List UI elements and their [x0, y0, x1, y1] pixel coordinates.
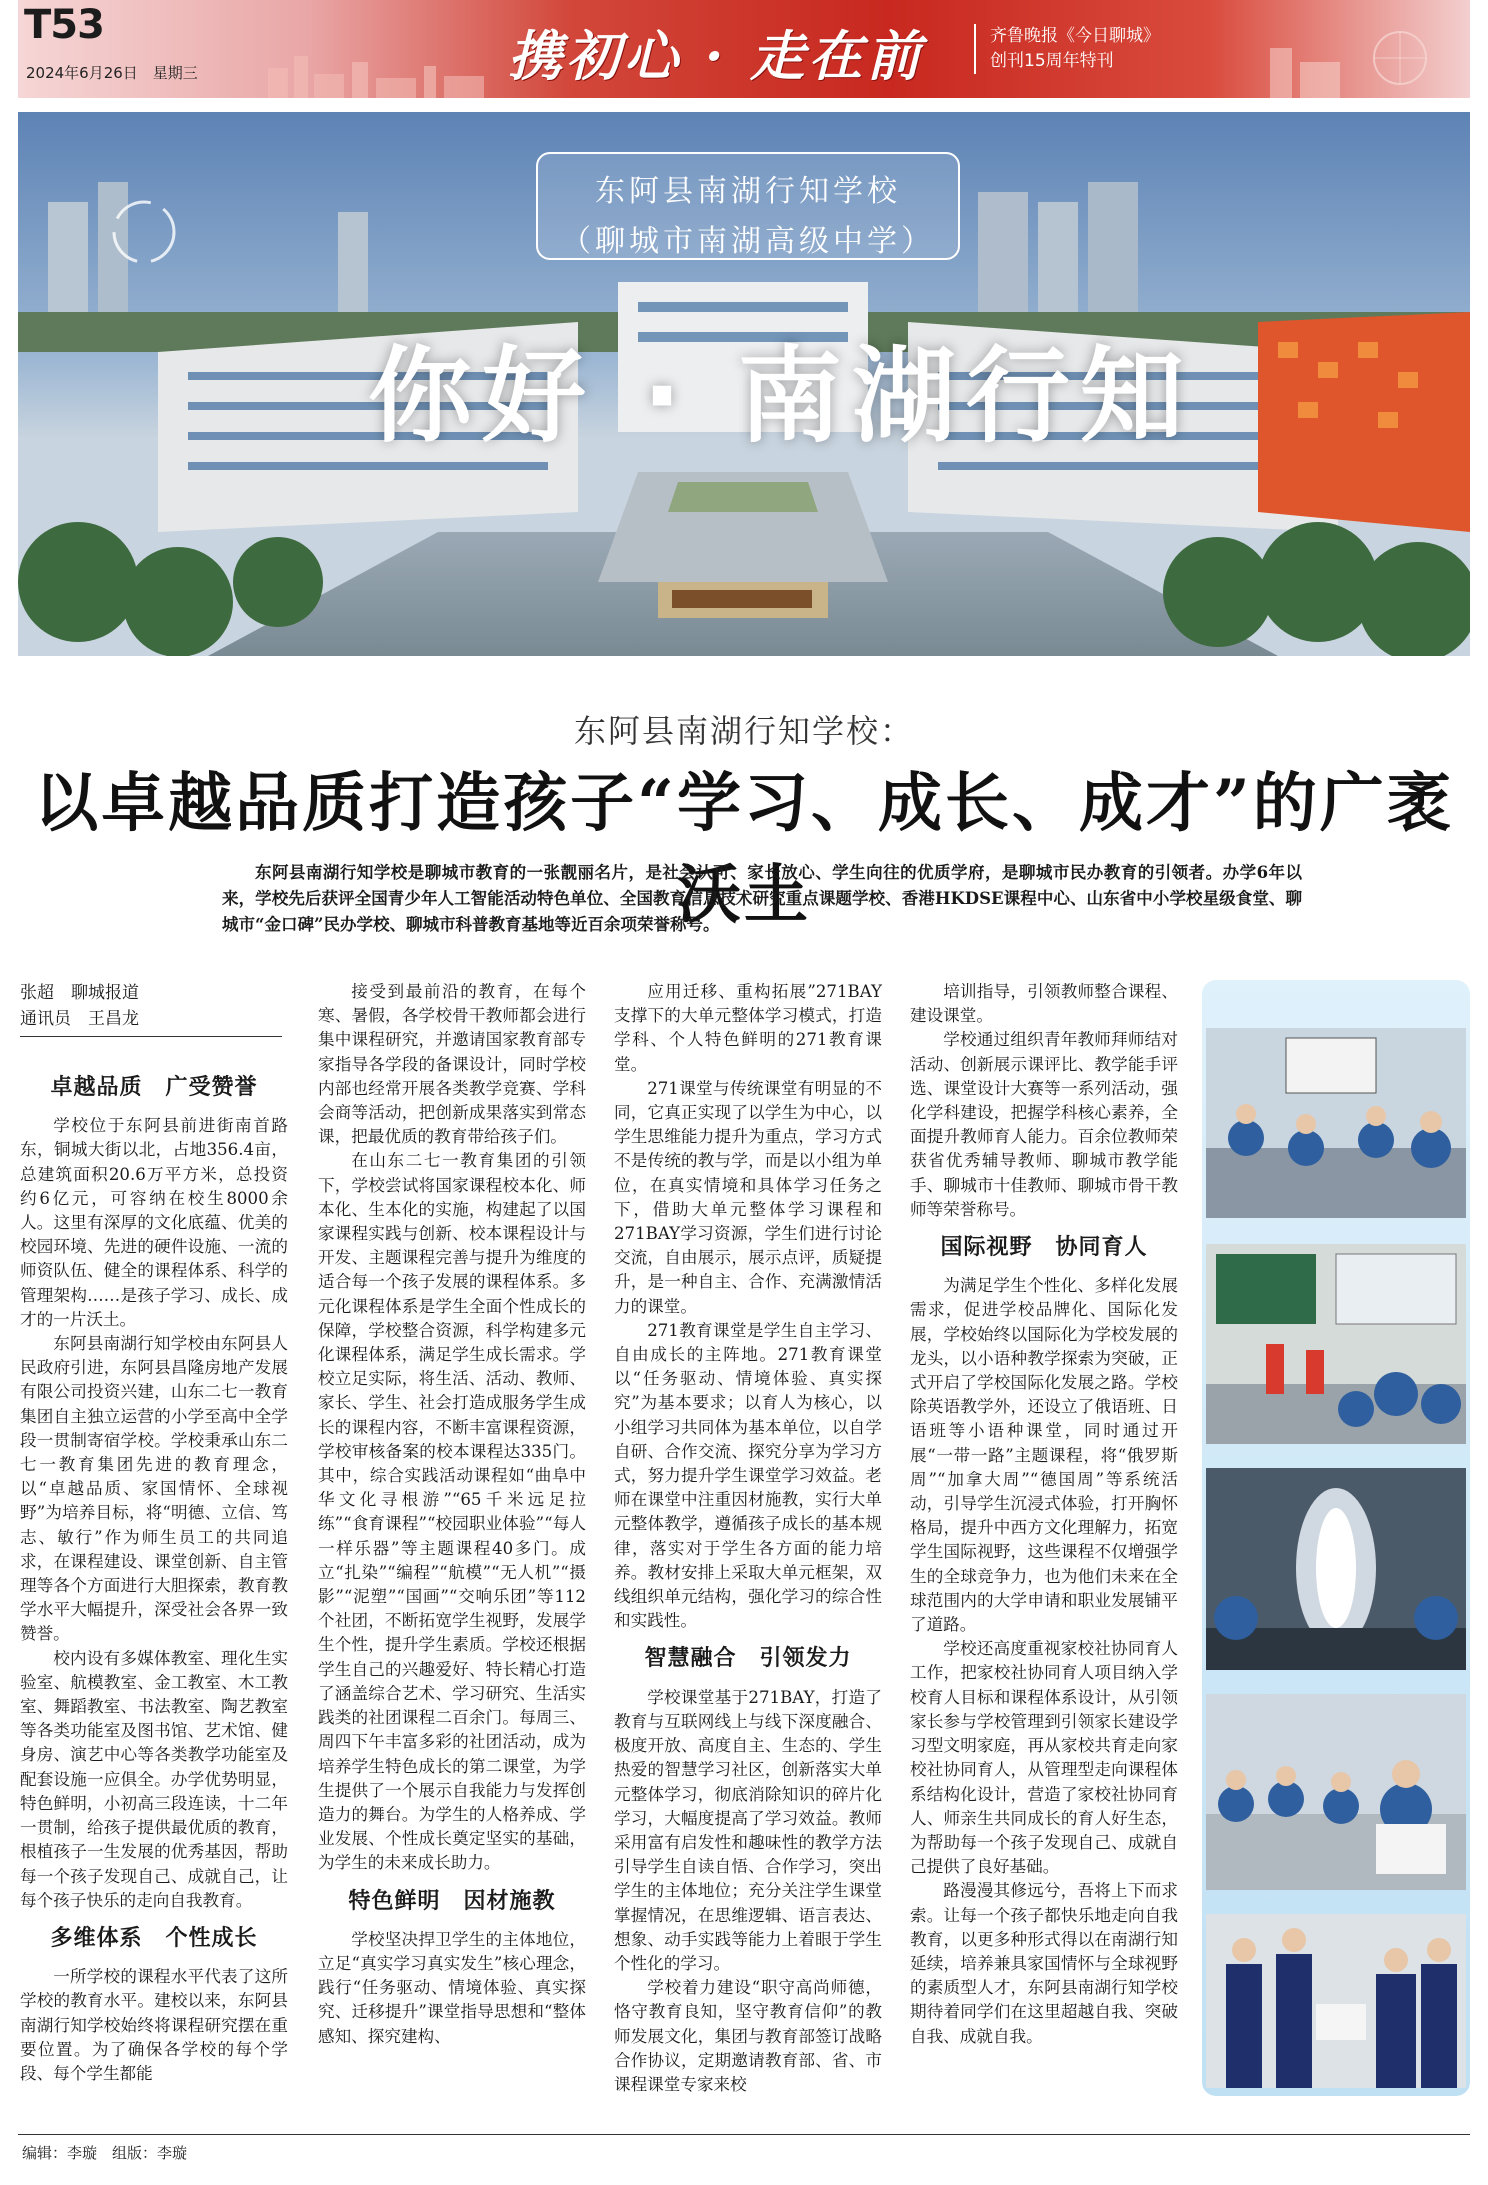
- paragraph: 东阿县南湖行知学校由东阿县人民政府引进，东阿县昌隆房地产发展有限公司投资兴建，山东二七一教育集团自主独立运营的小学至高中全学段一贯制寄宿学校。学校秉承山东二七一教育集团先进的教育理念，以“卓越品质、家国情怀、全球视野”为培养目标，将“明德、立信、笃志、敏行”作为师生员工的共同追求，在课程建设、课堂创新、自主管理等各个方面进行大胆探索，教育教学水平大幅提升，深受社会各界一致赞誉。: [20, 1334, 288, 1644]
- article-column-2: [318, 980, 586, 2049]
- section-heading: 国际视野 协同育人: [940, 1235, 1148, 1261]
- banner-slogan: 携初心 · 走在前: [508, 24, 925, 88]
- campus-aerial-photo: [18, 112, 1470, 656]
- school-name: 东阿县南湖行知学校: [595, 174, 901, 209]
- publication-edition: 创刊15周年特刊: [990, 51, 1114, 71]
- paragraph: 学校还高度重视家校社协同育人工作，把家校社协同育人项目纳入学校育人目标和课程体系设计，从引领家长参与学校管理到引领家长建设学习型文明家庭，再从家校共育走向家校社协同育人，从管理型走向课程体系结构化设计，营造了家校社协同育人、师亲生共同成长的育人好生态，为帮助每一个孩子发现自己、成就自己提供了良好基础。: [910, 1639, 1178, 1877]
- section-heading: 多维体系 个性成长: [50, 1925, 258, 1951]
- classroom-photo: [1206, 1028, 1466, 1218]
- footer-rule: [18, 2134, 1470, 2135]
- page-number: T53: [24, 2, 104, 48]
- paragraph: 培训指导，引领教师整合课程、建设课堂。: [910, 982, 1178, 1026]
- publication-name: 齐鲁晚报《今日聊城》: [990, 26, 1160, 46]
- paragraph: 为满足学生个性化、多样化发展需求，促进学校品牌化、国际化发展，学校始终以国际化为学校发展的龙头，以小语种教学探索为突破，正式开启了学校国际化发展之路。学校除英语教学外，还设立了俄语班、日语班等小语种课堂，同时通过开展“一带一路”主题课程，将“俄罗斯周”“加拿大周”“德国周”等系统活动，引导学生沉浸式体验，打开胸怀格局，提升中西方文化理解力，拓宽学生国际视野，这些课程不仅增强学生的全球竞争力，也为他们未来在全球范围内的大学申请和职业发展铺平了道路。: [910, 1276, 1178, 1635]
- paragraph: 一所学校的课程水平代表了这所学校的教育水平。建校以来，东阿县南湖行知学校始终将课程研究摆在重要位置。为了确保各学校的每个学段、每个学生都能: [20, 1967, 288, 2083]
- students-activity-photo: [1206, 1244, 1466, 1444]
- article-column-3: [614, 980, 882, 2097]
- paragraph: 学校课堂基于271BAY，打造了教育与互联网线上与线下深度融合、极度开放、高度自主、生态的、学生热爱的智慧学习社区，创新落实大单元整体学习，彻底消除知识的碎片化学习，大幅度提高了学习效益。教师采用富有启发性和趣味性的教学方法引导学生自读自悟、合作学习，突出学生的主体地位；充分关注学生课堂掌握情况，在思维逻辑、语言表达、想象、动手实践等能力上着眼于学生个性化的学习。: [614, 1687, 882, 1973]
- paragraph: 接受到最前沿的教育，在每个寒、暑假，各学校骨干教师都会进行集中课程研究，并邀请国家教育部专家指导各学段的备课设计，同时学校内部也经常开展各类教学竞赛、学科会商等活动，把创新成果落实到常态课，把最优质的教育带给孩子们。: [318, 982, 586, 1147]
- paragraph: 应用迁移、重构拓展”271BAY支撑下的大单元整体学习模式，打造学科、个人特色鲜明的271教育课堂。: [614, 982, 882, 1074]
- section-heading: 智慧融合 引领发力: [644, 1646, 852, 1672]
- article-headline: 以卓越品质打造孩子“学习、成长、成才”的广袤沃土: [34, 766, 1454, 933]
- article-subhead: 东阿县南湖行知学校：: [573, 712, 914, 750]
- ferris-wheel-decoration: [1250, 28, 1450, 98]
- paragraph: 路漫漫其修远兮，吾将上下而求索。让每一个孩子都快乐地走向自我教育，以更多种形式得以在南湖行知延续，培养兼具家国情怀与全球视野的素质型人才，东阿县南湖行知学校期待着同学们在这里超越自我、突破自我、成就自我。: [910, 1881, 1178, 2046]
- byline: [20, 980, 282, 1037]
- paragraph: 在山东二七一教育集团的引领下，学校尝试将国家课程校本化、师本化、生本化的实施，构建起了以国家课程实践与创新、校本课程设计与开发、主题课程完善与提升为维度的适合每一个孩子发展的课程体系。多元化课程体系是学生全面个性成长的保障，学校整合资源，科学构建多元化课程体系，满足学生成长需求。学校立足实际，将生活、活动、教师、家长、学生、社会打造成服务学生成长的课程内容，不断丰富课程资源，学校审核备案的校本课程达335门。其中，综合实践活动课程如“曲阜中华文化寻根游”“65千米远足拉练”“食育课程”“校园职业体验”“每人一样乐器”等主题课程40多门。成立“扎染”“编程”“航模”“无人机”“摄影”“泥塑”“国画”“交响乐团”等112个社团，不断拓宽学生视野，发展学生个性，提升学生素质。学校还根据学生自己的兴趣爱好、特长精心打造了涵盖综合艺术、学习研究、生活实践类的社团课程二百余门。每周三、周四下午丰富多彩的社团活动，成为培养学生特色成长的第二课堂，为学生提供了一个展示自我能力与发挥创造力的舞台。为学生的人格养成、学业发展、个性成长奠定坚实的基础，为学生的未来成长助力。: [318, 1151, 586, 1873]
- greeting-title: 你好 · 南湖行知: [368, 335, 1194, 457]
- publication-info: [974, 24, 1160, 74]
- photo-strip: [1202, 980, 1470, 2096]
- paragraph: 学校通过组织青年教师拜师结对活动、创新展示课评比、教学能手评选、课堂设计大赛等一系列活动，强化学科建设，把握学科核心素养，全面提升教师育人能力。百余位教师荣获省优秀辅导教师、聊城市教学能手、聊城市十佳教师、聊城市骨干教师等荣誉称号。: [910, 1030, 1178, 1219]
- page-header-banner: [18, 0, 1470, 98]
- article-lead: 东阿县南湖行知学校是聊城市教育的一张靓丽名片，是社会认可、家长放心、学生向往的优质学府，是聊城市民办教育的引领者。办学6年以来，学校先后获评全国青少年人工智能活动特色单位、全国教育信息技术研究重点课题学校、香港HKDSE课程中心、山东省中小学校星级食堂、聊城市“金口碑”民办学校、聊城市科普教育基地等近百余项荣誉称号。: [222, 863, 1302, 934]
- paragraph: 学校坚决捍卫学生的主体地位，立足“真实学习真实发生”核心理念，践行“任务驱动、情境体验、真实探究、迁移提升”课堂指导思想和“整体感知、探究建构、: [318, 1929, 586, 2046]
- paragraph: 学校着力建设“职守高尚师德，恪守教育良知，坚守教育信仰”的教师发展文化，集团与教育部签订战略合作协议，定期邀请教育部、省、市课程课堂专家来校: [614, 1978, 882, 2094]
- section-heading: 特色鲜明 因材施教: [348, 1888, 556, 1914]
- article-column-4: [910, 980, 1178, 2049]
- issue-date: 2024年6月26日 星期三: [26, 64, 198, 82]
- skyline-decoration: [268, 48, 488, 98]
- paragraph: 271课堂与传统课堂有明显的不同，它真正实现了以学生为中心，以学生思维能力提升为重点，学习方式不是传统的教与学，而是以小组为单位，在真实情境和具体学习任务之下，借助大单元整体学习课程和271BAY学习资源，学生们进行讨论交流，自由展示，展示点评，质疑提升，是一种自主、合作、充满激情活力的课堂。: [614, 1078, 882, 1316]
- science-experiment-photo: [1206, 1468, 1466, 1670]
- students-classroom-photo: [1206, 1694, 1466, 1890]
- article-column-1: [20, 1062, 288, 2102]
- school-alt-name: （聊城市南湖高级中学）: [561, 224, 935, 259]
- paragraph: 271教育课堂是学生自主学习、自由成长的主阵地。271教育课堂以“任务驱动、情境体验、真实探究”为基本要求；以育人为核心，以小组学习共同体为基本单位，以自学自研、合作交流、探究分享为学习方式，努力提升学生课堂学习效益。老师在课堂中注重因材施教，实行大单元整体教学，遵循孩子成长的基本规律，落实对于学生各方面的能力培养。教材安排上采取大单元框架，双线组织单元结构，强化学习的综合性和实践性。: [614, 1320, 882, 1631]
- paragraph: 校内设有多媒体教室、理化生实验室、航模教室、金工教室、木工教室、舞蹈教室、书法教室、陶艺教室等各类功能室及图书馆、艺术馆、健身房、演艺中心等各类教学功能室及配套设施一应俱全。办学优势明显，特色鲜明，小初高三段连读，十二年一贯制，给孩子提供最优质的教育，根植孩子一生发展的优秀基因，帮助每一个孩子发现自己、成就自己，让每个孩子快乐的走向自我教育。: [20, 1648, 288, 1910]
- section-heading: 卓越品质 广受赞誉: [50, 1075, 258, 1100]
- paragraph: 学校位于东阿县前进街南首路东，铜城大街以北，占地356.4亩，总建筑面积20.6万平方米，总投资约6亿元，可容纳在校生8000余人。这里有深厚的文化底蕴、优美的校园环境、先进的硬件设施、一流的师资队伍、健全的课程体系、科学的管理架构……是孩子学习、成长、成才的一片沃土。: [20, 1116, 288, 1329]
- byline-correspondent: 通讯员 王昌龙: [20, 1009, 139, 1029]
- byline-reporter: 张超 聊城报道: [20, 983, 139, 1003]
- editor-credit: 编辑：李璇 组版：李璇: [22, 2144, 188, 2162]
- students-reading-photo: [1206, 1914, 1466, 2088]
- school-name-box: [536, 152, 960, 260]
